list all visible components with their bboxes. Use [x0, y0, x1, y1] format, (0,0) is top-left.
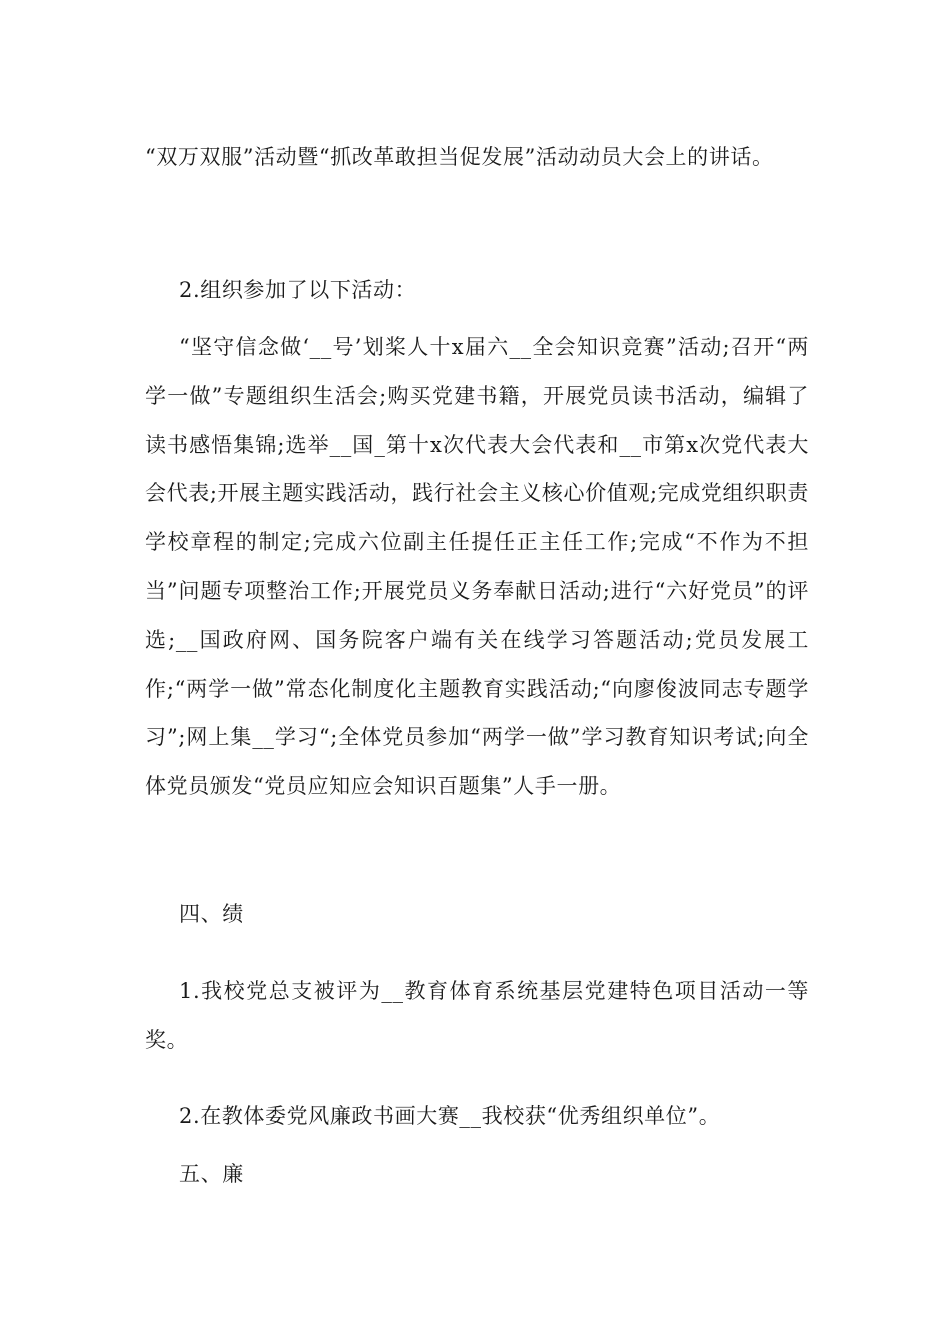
paragraph-activities-list: “坚守信念做‘__号’划桨人十x届六__全会知识竞赛”活动;召开“两学一做”专题组织生活会;购买党建书籍，开展党员读书活动，编辑了读书感悟集锦;选举__国_第十x次代表大会代表和__市第x次党代表大会代表;开展主题实践活动，践行社会主义核心价值观;完成党组织职责学校章程的制定;完成六位副主任提任正主任工作;完成“不作为不担当”问题专项整治工作;开展党员义务奉献日活动;进行“六好党员”的评选;__国政府网、国务院客户端有关在线学习答题活动;党员发展工作;“两学一做”常态化制度化主题教育实践活动;“向廖俊波同志专题学习”;网上集__学习“;全体党员参加“两学一做”学习教育知识考试;向全体党员颁发“党员应知应会知识百题集”人手一册。 [145, 335, 809, 799]
paragraph-achievement-2: 2.在教体委党风廉政书画大赛__我校获“优秀组织单位”。 [179, 1104, 721, 1128]
section-heading-integrity: 五、廉 [179, 1162, 244, 1186]
section-heading-achievements: 四、绩 [179, 902, 244, 926]
paragraph-achievement-1: 1.我校党总支被评为__教育体育系统基层党建特色项目活动一等奖。 [145, 979, 809, 1052]
paragraph-activities-heading: 2.组织参加了以下活动： [179, 278, 417, 302]
paragraph-speech-continuation: “双万双服”活动暨“抓改革敢担当促发展”活动动员大会上的讲话。 [145, 145, 774, 169]
